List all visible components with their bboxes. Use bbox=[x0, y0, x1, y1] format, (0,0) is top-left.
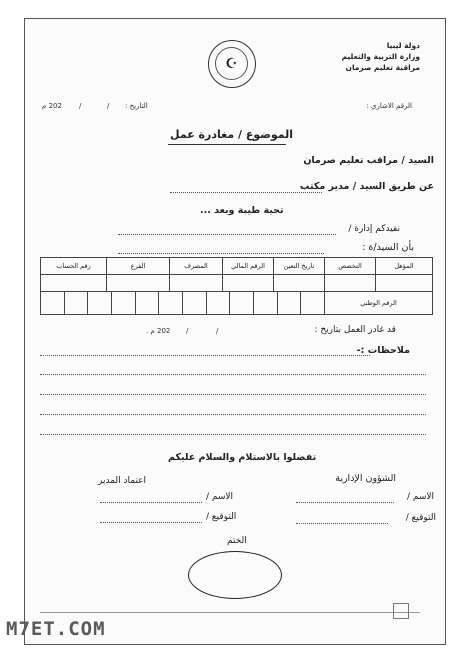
hr-name-label: الاسم / bbox=[406, 492, 434, 502]
cell-qualification[interactable] bbox=[376, 275, 433, 292]
hr-name-line[interactable] bbox=[296, 502, 394, 503]
name-fill-line bbox=[118, 253, 324, 254]
national-id-label: الرقم الوطني bbox=[325, 292, 433, 315]
table-value-row bbox=[41, 275, 433, 292]
title-underline bbox=[168, 144, 286, 145]
footer-rule bbox=[40, 612, 420, 613]
departure-sep-1: / bbox=[216, 327, 219, 335]
cell-hire-date[interactable] bbox=[274, 275, 325, 292]
state-emblem bbox=[208, 40, 256, 88]
greeting: تحية طيبة وبعد ... bbox=[200, 205, 284, 216]
ministry-line: وزارة التربية والتعليم bbox=[341, 52, 420, 61]
notes-line-4[interactable] bbox=[40, 414, 426, 415]
letterhead bbox=[342, 40, 420, 73]
cell-account-number[interactable] bbox=[41, 275, 107, 292]
header-hire-date: تاريخ التعين bbox=[274, 258, 325, 275]
via-fill-line bbox=[170, 192, 322, 193]
subject-title: الموضوع / مغادرة عمل bbox=[170, 128, 294, 141]
notes-line-5[interactable] bbox=[40, 434, 426, 435]
date-year: 202 م bbox=[42, 102, 62, 110]
closing-line: تفضلوا بالاستلام والسلام عليكم bbox=[168, 452, 317, 463]
notes-line-1[interactable] bbox=[40, 355, 370, 356]
header-bank: المصرف bbox=[170, 258, 223, 275]
table-header-row bbox=[41, 258, 433, 275]
departure-year: 202 م . bbox=[146, 327, 171, 335]
departure-label: قد غادر العمل بتاريخ : bbox=[314, 325, 396, 335]
cell-specialization[interactable] bbox=[325, 275, 376, 292]
inform-label: نفيدكم إدارة / bbox=[348, 224, 400, 234]
header-account-number: رقم الحساب bbox=[41, 258, 107, 275]
date-separator-1: / bbox=[107, 102, 110, 110]
header-specialization: التخصص bbox=[325, 258, 376, 275]
employee-info-table bbox=[40, 257, 433, 315]
notes-line-3[interactable] bbox=[40, 394, 426, 395]
date-label: التاريخ : bbox=[125, 102, 148, 110]
digit-boxes bbox=[41, 292, 324, 314]
watermark: M7ET.COM bbox=[6, 618, 106, 640]
cell-bank[interactable] bbox=[170, 275, 223, 292]
national-id-boxes[interactable] bbox=[41, 292, 325, 315]
country-line: دولة ليبيا bbox=[386, 41, 420, 50]
inform-fill-line bbox=[118, 234, 336, 235]
departure-sep-2: / bbox=[186, 327, 189, 335]
hr-title: الشؤون الإدارية bbox=[335, 473, 396, 484]
director-title: اعتماد المدير bbox=[98, 476, 147, 486]
crescent-star-icon: ☪ bbox=[215, 47, 248, 80]
director-sign-label: التوقيع / bbox=[206, 512, 237, 522]
hr-sign-line[interactable] bbox=[296, 523, 388, 524]
director-name-line[interactable] bbox=[100, 502, 202, 503]
header-branch: الفرع bbox=[107, 258, 170, 275]
notes-label: ملاحظات :- bbox=[356, 345, 410, 356]
date-separator-2: / bbox=[79, 102, 82, 110]
header-financial-number: الرقم المالي bbox=[223, 258, 274, 275]
hr-sign-label: التوقيع / bbox=[405, 513, 436, 523]
director-name-label: الاسم / bbox=[206, 492, 234, 502]
addressee-to: السيد / مراقب تعليم صرمان bbox=[303, 155, 434, 166]
cell-financial-number[interactable] bbox=[223, 275, 274, 292]
stamp-oval bbox=[188, 551, 282, 599]
national-id-row bbox=[41, 292, 433, 315]
addressee-via: عن طريق السيد / مدير مكتب bbox=[299, 181, 434, 192]
office-line: مراقبة تعليم صرمان bbox=[345, 63, 420, 72]
that-label: بأن السيد/ة : bbox=[362, 242, 414, 253]
notes-line-2[interactable] bbox=[40, 374, 426, 375]
header-qualification: المؤهل bbox=[376, 258, 433, 275]
cell-branch[interactable] bbox=[107, 275, 170, 292]
director-sign-line[interactable] bbox=[100, 522, 202, 523]
stamp-label: الختم bbox=[227, 536, 247, 546]
reference-number-label: الرقم الاشاري : bbox=[366, 102, 412, 110]
footer-logo-icon bbox=[393, 603, 409, 619]
